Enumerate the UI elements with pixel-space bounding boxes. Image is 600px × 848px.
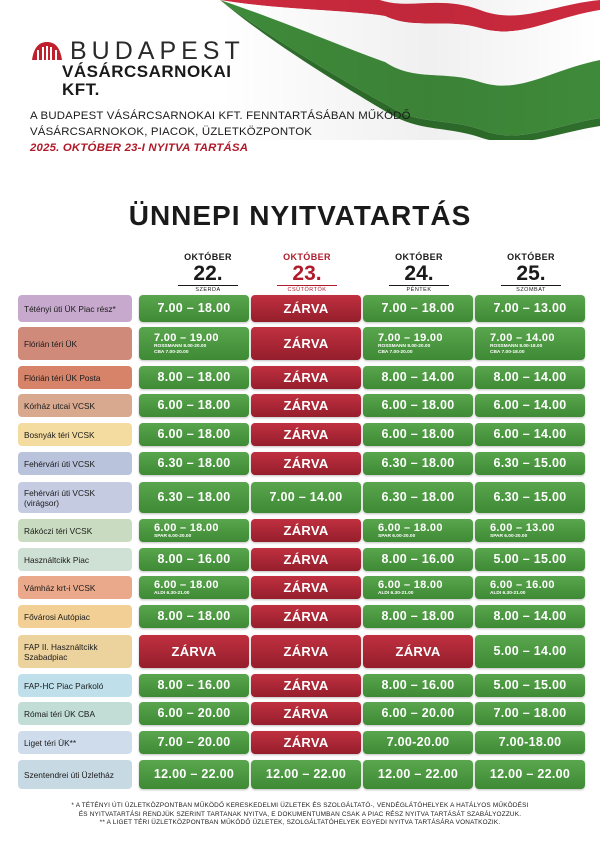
intro-text (30, 108, 570, 156)
hours-cell (363, 548, 473, 571)
table-row (18, 548, 590, 571)
hours-text: 6.30 – 18.00 (381, 456, 455, 470)
hours-cell (139, 548, 249, 571)
location-label: FAP II. Használtcikk Szabadpiac (18, 635, 132, 668)
store-hours-note: ALDI 6.30-21.00 (378, 590, 414, 596)
hours-text: ZÁRVA (283, 370, 329, 385)
market-hall-logo-icon (30, 40, 64, 62)
hours-cell (139, 452, 249, 475)
hours-cell (363, 576, 473, 599)
hours-cell (475, 635, 585, 668)
hours-text: 6.30 – 15.00 (493, 456, 567, 470)
store-hours-note: SPAR 6.00-20.00 (490, 533, 528, 539)
hours-text: 6.00 – 18.00 (154, 521, 219, 534)
hours-cell (475, 760, 585, 789)
footnote-1a: * A TÉTÉNYI ÚTI ÜZLETKÖZPONTBAN MŰKÖDŐ KERESKEDELMI ÜZLETEK ÉS SZOLGÁLTATÓ-, VENDÉGLÁTÓHELYEK A HATÁLYOS MŰKÖDÉSI (71, 802, 529, 809)
hours-cell (475, 519, 585, 542)
hours-cell (363, 452, 473, 475)
hours-text: 8.00 – 18.00 (381, 609, 455, 623)
store-hours-note: ROSSMANN 8.00-20.00 (378, 343, 431, 349)
hours-text: ZÁRVA (395, 644, 441, 659)
hours-text: 6.00 – 18.00 (378, 578, 443, 591)
table-row (18, 295, 590, 322)
hours-text: 8.00 – 14.00 (493, 370, 567, 384)
intro-line-2: VÁSÁRCSARNOKOK, PIACOK, ÜZLETKÖZPONTOK (30, 126, 313, 138)
table-row (18, 702, 590, 725)
hours-cell (475, 548, 585, 571)
hours-cell (363, 760, 473, 789)
table-row (18, 519, 590, 542)
column-weekday: PÉNTEK (406, 287, 432, 293)
column-header-4 (476, 252, 586, 293)
hours-cell (475, 576, 585, 599)
hours-text: ZÁRVA (283, 456, 329, 471)
closed-cell (251, 635, 361, 668)
location-label: Rákóczi téri VCSK (18, 519, 132, 542)
hours-cell (475, 731, 585, 754)
closed-cell (251, 327, 361, 360)
hours-cell (139, 295, 249, 322)
table-row (18, 452, 590, 475)
column-month: OKTÓBER (507, 252, 555, 262)
hours-text: 8.00 – 16.00 (157, 552, 231, 566)
hours-text: ZÁRVA (283, 609, 329, 624)
column-month: OKTÓBER (184, 252, 232, 262)
hours-text: 12.00 – 22.00 (153, 767, 235, 781)
table-row (18, 635, 590, 668)
closed-cell (251, 674, 361, 697)
hours-text: 6.30 – 18.00 (157, 490, 231, 504)
closed-cell (251, 452, 361, 475)
hours-cell (363, 423, 473, 446)
table-row (18, 366, 590, 389)
hours-cell (475, 423, 585, 446)
column-day: 25. (516, 262, 546, 285)
closed-cell (251, 519, 361, 542)
column-day: 22. (193, 262, 223, 285)
hours-text: 8.00 – 16.00 (381, 678, 455, 692)
hours-text: 7.00 – 14.00 (269, 490, 343, 504)
footnote-1b: ÉS NYITVATARTÁSI RENDJÜK SZERINT TARTANAK NYITVA, E DOKUMENTUMBAN CSAK A PIAC RÉSZ NYITVA TARTÁSÁT SZABÁLYOZZUK. (78, 810, 522, 818)
column-weekday: SZERDA (195, 287, 221, 293)
store-hours-note: CBA 7.00-20.00 (154, 349, 189, 355)
location-label: Fővárosi Autópiac (18, 605, 132, 628)
company-logo (30, 37, 270, 99)
table-row (18, 674, 590, 697)
hours-text: 8.00 – 16.00 (381, 552, 455, 566)
closed-cell (251, 366, 361, 389)
store-hours-note: ROSSMANN 8.00-20.00 (154, 343, 207, 349)
closed-cell (251, 423, 361, 446)
hours-text: 7.00 – 13.00 (493, 301, 567, 315)
hours-text: ZÁRVA (283, 301, 329, 316)
hours-text: ZÁRVA (283, 336, 329, 351)
table-row (18, 731, 590, 754)
closed-cell (251, 394, 361, 417)
table-row (18, 576, 590, 599)
closed-cell (251, 605, 361, 628)
column-header-2 (252, 252, 362, 293)
hours-text: ZÁRVA (283, 678, 329, 693)
hours-cell (475, 674, 585, 697)
hours-text: 6.00 – 20.00 (157, 706, 231, 720)
location-label: Flórián téri ÜK Posta (18, 366, 132, 389)
hours-text: ZÁRVA (283, 398, 329, 413)
location-label: Fehérvári úti VCSK (18, 452, 132, 475)
hours-text: 7.00 – 18.00 (157, 301, 231, 315)
location-label: Szentendrei úti Üzletház (18, 760, 132, 789)
hours-text: 8.00 – 18.00 (157, 609, 231, 623)
footnotes (20, 802, 580, 828)
table-row (18, 605, 590, 628)
hours-cell (251, 482, 361, 513)
hours-cell (139, 702, 249, 725)
location-label: Bosnyák téri VCSK (18, 423, 132, 446)
location-label: Liget téri ÜK** (18, 731, 132, 754)
hours-text: 6.00 – 18.00 (157, 398, 231, 412)
column-header-3 (364, 252, 474, 293)
hours-cell (139, 760, 249, 789)
hours-text: 6.00 – 14.00 (493, 427, 567, 441)
hours-cell (475, 295, 585, 322)
hours-text: 12.00 – 22.00 (265, 767, 347, 781)
store-hours-note: ALDI 6.30-21.00 (154, 590, 190, 596)
hours-text: 6.00 – 18.00 (381, 398, 455, 412)
hours-text: 7.00 – 14.00 (490, 331, 555, 344)
hours-cell (363, 327, 473, 360)
location-label: FAP-HC Piac Parkoló (18, 674, 132, 697)
closed-cell (139, 635, 249, 668)
hours-cell (139, 366, 249, 389)
store-hours-note: CBA 7.00-18.00 (490, 349, 525, 355)
closed-cell (251, 731, 361, 754)
column-day: 24. (404, 262, 434, 285)
hours-cell (475, 605, 585, 628)
hours-text: 6.00 – 18.00 (381, 427, 455, 441)
closed-cell (251, 576, 361, 599)
location-label: Fehérvári úti VCSK (virágsor) (18, 482, 132, 513)
hours-text: 8.00 – 16.00 (157, 678, 231, 692)
hours-text: 7.00 – 18.00 (493, 706, 567, 720)
hours-text: 6.00 – 18.00 (157, 427, 231, 441)
hours-text: 6.00 – 18.00 (154, 578, 219, 591)
store-hours-note: ROSSMANN 8.00-18.00 (490, 343, 543, 349)
hours-cell (251, 760, 361, 789)
hours-text: 8.00 – 14.00 (381, 370, 455, 384)
hours-text: 7.00-20.00 (386, 735, 450, 749)
column-month: OKTÓBER (283, 252, 331, 262)
location-label: Kórház utcai VCSK (18, 394, 132, 417)
hours-cell (363, 605, 473, 628)
hours-text: 5.00 – 15.00 (493, 552, 567, 566)
location-label: Római téri ÜK CBA (18, 702, 132, 725)
hours-text: ZÁRVA (283, 552, 329, 567)
hours-cell (363, 295, 473, 322)
hours-cell (475, 452, 585, 475)
hours-cell (139, 605, 249, 628)
hours-cell (363, 674, 473, 697)
hours-text: 5.00 – 15.00 (493, 678, 567, 692)
hours-text: ZÁRVA (283, 706, 329, 721)
hours-cell (363, 394, 473, 417)
hours-text: ZÁRVA (283, 735, 329, 750)
intro-line-3: 2025. OKTÓBER 23-I NYITVA TARTÁSA (30, 142, 249, 154)
hours-cell (139, 482, 249, 513)
hours-text: 8.00 – 14.00 (493, 609, 567, 623)
store-hours-note: CBA 7.00-20.00 (378, 349, 413, 355)
hours-cell (475, 482, 585, 513)
column-weekday: SZOMBAT (516, 287, 546, 293)
hours-text: 12.00 – 22.00 (489, 767, 571, 781)
store-hours-note: SPAR 6.00-20.00 (154, 533, 192, 539)
hours-text: 6.30 – 18.00 (157, 456, 231, 470)
column-month: OKTÓBER (395, 252, 443, 262)
closed-cell (251, 702, 361, 725)
hours-text: 6.00 – 20.00 (381, 706, 455, 720)
table-row (18, 394, 590, 417)
hours-cell (139, 576, 249, 599)
logo-text-company: VÁSÁRCSARNOKAI KFT. (62, 62, 232, 99)
store-hours-note: ALDI 6.30-21.00 (490, 590, 526, 596)
page-title: ÜNNEPI NYITVATARTÁS (128, 200, 472, 231)
logo-text-budapest: BUDAPEST (70, 37, 245, 65)
table-row (18, 423, 590, 446)
closed-cell (251, 548, 361, 571)
hours-text: 7.00 – 19.00 (154, 331, 219, 344)
hours-text: ZÁRVA (283, 427, 329, 442)
store-hours-note: SPAR 6.00-20.00 (378, 533, 416, 539)
hours-cell (475, 394, 585, 417)
hours-cell (363, 366, 473, 389)
location-label: Vámház krt-i VCSK (18, 576, 132, 599)
hours-text: ZÁRVA (283, 523, 329, 538)
hours-cell (475, 366, 585, 389)
hours-cell (475, 327, 585, 360)
hours-cell (363, 482, 473, 513)
location-label: Tétényi úti ÜK Piac rész* (18, 295, 132, 322)
hours-text: 6.30 – 18.00 (381, 490, 455, 504)
hours-text: 8.00 – 18.00 (157, 370, 231, 384)
hours-cell (363, 702, 473, 725)
hours-text: 12.00 – 22.00 (377, 767, 459, 781)
hours-cell (139, 731, 249, 754)
hours-text: 6.00 – 14.00 (493, 398, 567, 412)
hours-text: 6.00 – 16.00 (490, 578, 555, 591)
hours-cell (363, 731, 473, 754)
location-label: Flórián téri ÜK (18, 327, 132, 360)
hours-cell (139, 674, 249, 697)
hours-cell (363, 519, 473, 542)
table-row (18, 760, 590, 789)
hours-cell (139, 423, 249, 446)
hours-text: 6.00 – 18.00 (378, 521, 443, 534)
table-row (18, 327, 590, 360)
column-weekday: CSÜTÖRTÖK (287, 287, 327, 293)
table-row (18, 482, 590, 513)
location-label: Használtcikk Piac (18, 548, 132, 571)
closed-cell (363, 635, 473, 668)
hours-text: 7.00 – 19.00 (378, 331, 443, 344)
hours-cell (139, 519, 249, 542)
hours-text: 7.00 – 20.00 (157, 735, 231, 749)
hours-text: ZÁRVA (283, 580, 329, 595)
hours-cell (475, 702, 585, 725)
closed-cell (251, 295, 361, 322)
footnote-2: ** A LIGET TÉRI ÜZLETKÖZPONTBAN MŰKÖDŐ ÜZLETEK, SZOLGÁLTATÓHELYEK EGYEDI NYITVA TARTÁSÁRA VONATKOZIK. (99, 819, 501, 826)
column-day: 23. (292, 262, 322, 285)
hours-text: ZÁRVA (283, 644, 329, 659)
hours-text: ZÁRVA (171, 644, 217, 659)
hours-text: 6.00 – 13.00 (490, 521, 555, 534)
intro-line-1: A BUDAPEST VÁSÁRCSARNOKAI KFT. FENNTARTÁSÁBAN MŰKÖDŐ (30, 110, 411, 122)
hours-text: 6.30 – 15.00 (493, 490, 567, 504)
hours-text: 7.00-18.00 (498, 735, 562, 749)
hours-cell (139, 327, 249, 360)
hours-cell (139, 394, 249, 417)
hours-text: 5.00 – 14.00 (493, 644, 567, 658)
hours-text: 7.00 – 18.00 (381, 301, 455, 315)
column-header-1 (153, 252, 263, 293)
